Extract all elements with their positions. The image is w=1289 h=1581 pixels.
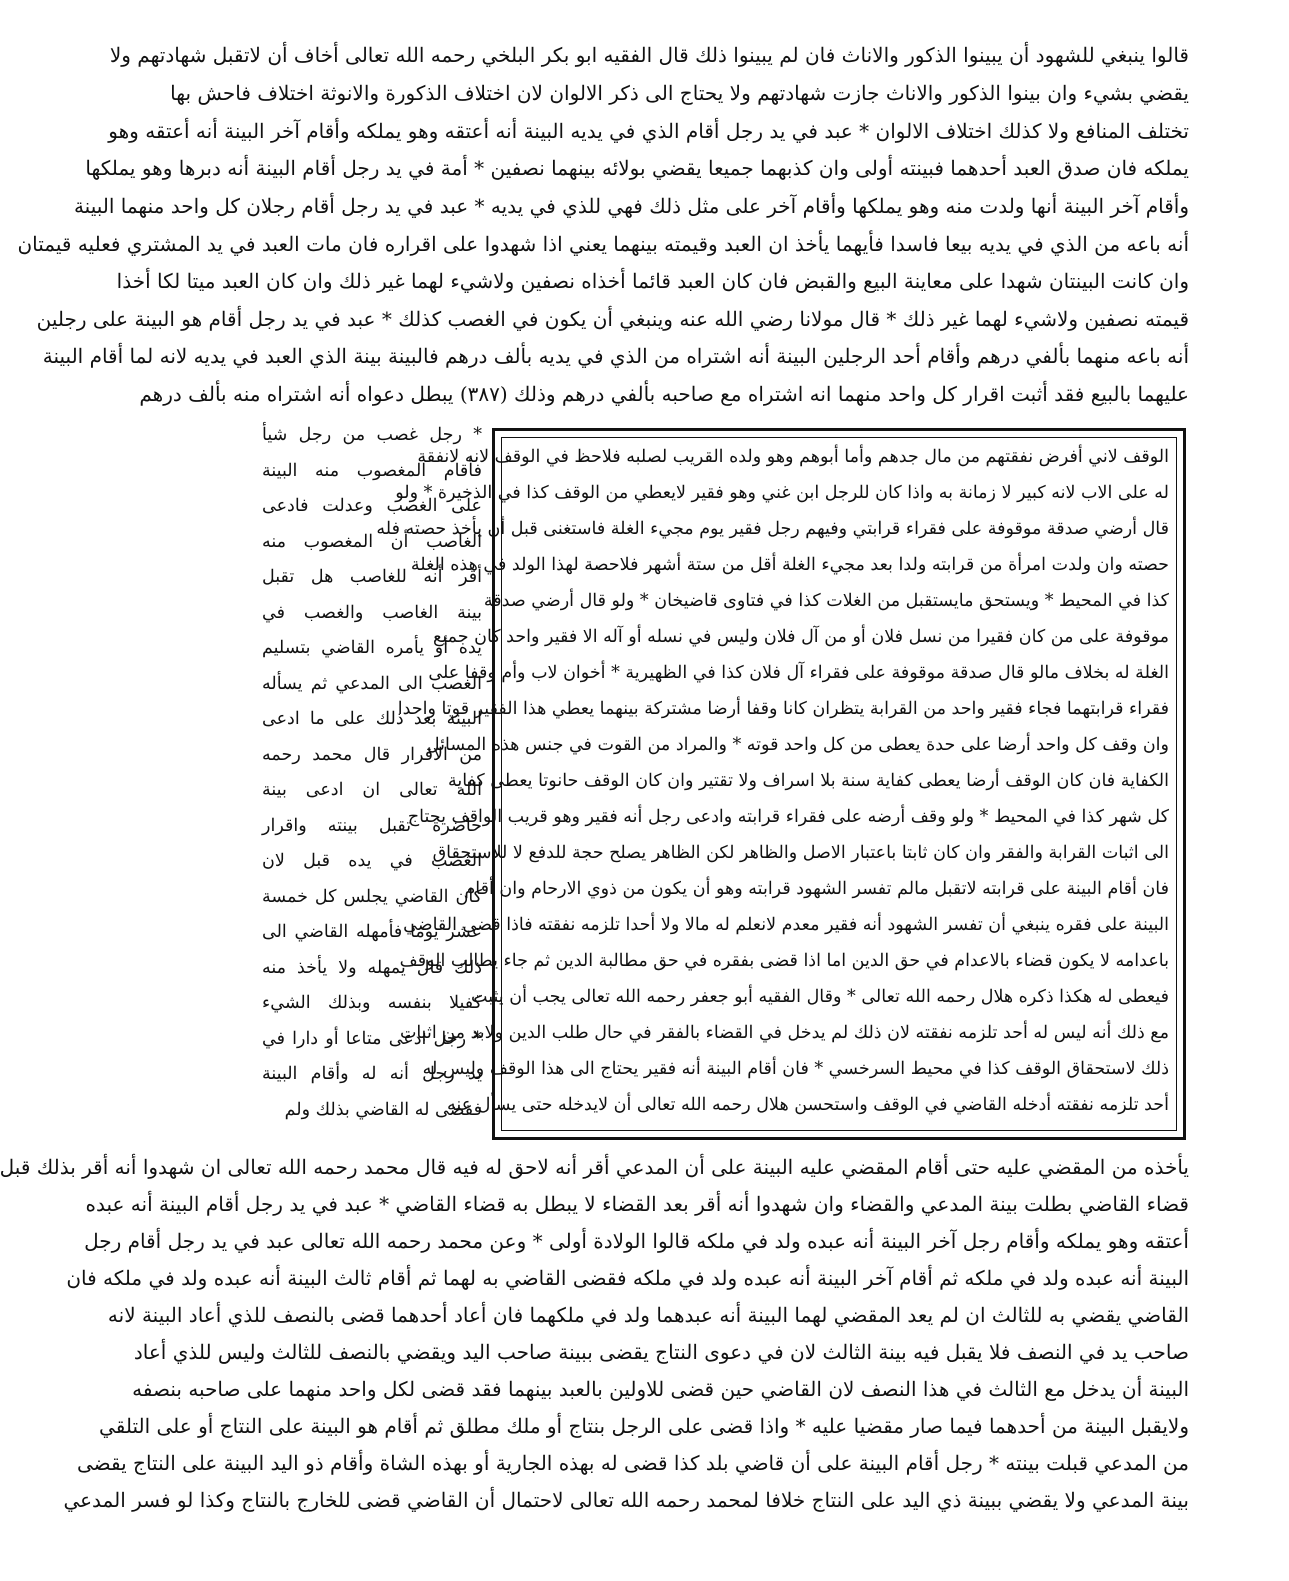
side-text-line: على الغصب وعدلت فادعى bbox=[262, 496, 482, 516]
box-text-line: موقوفة على من كان فقيرا من نسل فلان أو من آل فلان وليس في نسله أو آله الا فقير واحد كان جميع bbox=[433, 627, 1169, 647]
box-text-line: فقراء قرابتهما فجاء فقير واحد من القرابة يتظران كانا وقفا أرضا مشتركة بينهما يعطي هذا الفقير قوتا واحدا bbox=[397, 699, 1169, 719]
side-text-line: الله تعالى ان ادعى بينة bbox=[262, 780, 482, 800]
side-text-line: فأقام المغصوب منه البينة bbox=[262, 461, 482, 481]
side-text-line: عشر يوما فأمهله القاضي الى bbox=[262, 922, 482, 942]
box-text-line: فيعطى له هكذا ذكره هلال رحمه الله تعالى * وقال الفقيه أبو جعفر رحمه الله تعالى يجب أن يثبت bbox=[471, 987, 1169, 1007]
text-line: قضاء القاضي بطلت بينة المدعي والقضاء وان شهدوا أنه أقر بعد القضاء لا يبطل به قضاء القاضي * عبد في يد رجل أقام البينة أنه عبده bbox=[85, 1192, 1189, 1216]
text-line: بينة المدعي ولا يقضي ببينة ذي اليد على النتاج خلافا لمحمد رحمه الله تعالى لاحتمال أن القاضي قضى للخارج بالنتاج وكذا لو فسر المدعي bbox=[63, 1488, 1189, 1512]
side-text-line: أقر أنه للغاصب هل تقبل bbox=[262, 567, 482, 587]
side-text-line: من الاقرار قال محمد رحمه bbox=[262, 745, 482, 765]
box-text-line: كذا في المحيط * ويستحق مايستقبل من الغلات كذا في فتاوى قاضيخان * ولو قال أرضي صدقة bbox=[483, 591, 1169, 611]
box-text-line: له على الاب لانه كبير لا زمانة به واذا كان للرجل ابن غني وهو فقير لايعطي من الوقف كذا في الذخيرة * ولو bbox=[395, 483, 1169, 503]
box-text-line: باعدامه لا يكون قضاء بالاعدام في حق الدين اما اذا قضى بفقره في حق مطالبة الدين ثم جاء يطالب الوقف bbox=[399, 951, 1169, 971]
text-line: ولايقبل البينة من أحدهما فيما صار مقضيا عليه * واذا قضى على الرجل بنتاج أو ملك مطلق ثم أقام هو البينة على النتاج أو على التلقي bbox=[99, 1414, 1189, 1438]
text-line: القاضي يقضي به للثالث ان لم يعد المقضي لهما البينة أنه عبدهما ولد في ملكهما فان أعاد أحدهما قضى بالنصف للذي أعاد البينة لانه bbox=[107, 1303, 1189, 1327]
text-line: وأقام آخر البينة أنها ولدت منه وهو يملكها وأقام آخر على مثل ذلك فهي للذي في يديه * عبد في يد رجل أقام رجلان كل واحد منهما البينة bbox=[73, 194, 1189, 218]
text-line: صاحب يد في النصف فلا يقبل فيه بينة الثالث لان في دعوى النتاج يقضى ببينة صاحب اليد ويقضي بالنصف للثالث وليس للذي أعاد bbox=[133, 1340, 1189, 1364]
box-text-line: الوقف لاني أفرض نفقتهم من مال جدهم وأما أبوهم وهو ولده القريب لصلبه فلاحظ في الوقف لانه لانفقة bbox=[417, 447, 1169, 467]
side-text-line: فقضى له القاضي بذلك ولم bbox=[284, 1100, 482, 1120]
side-text-line: ذلك قال يمهله ولا يأخذ منه bbox=[262, 958, 482, 978]
box-text-line: كل شهر كذا في المحيط * ولو وقف أرضه على فقراء قرابته وادعى رجل أنه فقير وهو قريب الواقف يحتاج bbox=[407, 807, 1169, 827]
box-text-line: فان أقام البينة على قرابته لاتقبل مالم تفسر الشهود قرابته وهو أن يكون من ذوي الارحام وان أقام bbox=[464, 879, 1169, 899]
text-line: يملكه فان صدق العبد أحدهما فبينته أولى وان كذبهما جميعا يقضي بولائه بينهما نصفين * أمة في يد رجل أقام البينة أنه دبرها وهو يملكها bbox=[85, 156, 1189, 180]
text-line-with-page-number: عليهما بالبيع فقد أثبت اقرار كل واحد منهما انه اشتراه مع صاحبه بألفي درهم وذلك (٣٨٧) يبطل دعواه أنه اشتراه منه بألف درهم bbox=[139, 382, 1189, 406]
box-text-line: الى اثبات القرابة والفقر وان كان ثابتا باعتبار الاصل والظاهر لكن الظاهر يصلح حجة للدفع لا للاستحقاق bbox=[432, 843, 1169, 863]
side-text-line: حاضرة تقبل بينته واقرار bbox=[262, 816, 482, 836]
text-line: قالوا ينبغي للشهود أن يبينوا الذكور والاناث فان لم يبينوا ذلك قال الفقيه ابو بكر البلخي رحمه الله تعالى أخاف أن لاتقبل شهادتهم ولا bbox=[109, 43, 1189, 67]
text-line: من المدعي قبلت بينته * رجل أقام البينة على أن قاضي بلد كذا قضى له بهذه الجارية أو بهذه الشاة وأقام ذو اليد البينة على النتاج يقضى bbox=[77, 1451, 1189, 1475]
box-text-line: الكفاية فان كان الوقف أرضا يعطى كفاية سنة بلا اسراف ولا تقتير وان كان الوقف حانوتا يعطى كفاية bbox=[447, 771, 1169, 791]
box-text-line: مع ذلك أنه ليس له أحد تلزمه نفقته لان ذلك لم يدخل في القضاء بالفقر في حال طلب الدين ولابد من اثبات bbox=[399, 1023, 1169, 1043]
text-line: تختلف المنافع ولا كذلك اختلاف الالوان * عبد في يد رجل أقام الذي في يديه البينة أنه أعتقه وهو يملكه وأقام آخر البينة أنه أعتقه وهو bbox=[108, 119, 1189, 143]
text-line: يقضي بشيء وان بينوا الذكور والاناث جازت شهادتهم ولا يحتاج الى ذكر الالوان لان اختلاف الذكورة والانوثة اختلاف فاحش بها bbox=[170, 81, 1189, 105]
box-text-line: البينة على فقره ينبغي أن تفسر الشهود أنه فقير معدم لانعلم له مالا ولا أحدا تلزمه نفقته فاذا قضى القاضي bbox=[403, 915, 1169, 935]
text-line: قيمته نصفين ولاشيء لهما غير ذلك * قال مولانا رضي الله عنه وينبغي أن يكون في الغصب كذلك * عبد في يد رجل أقام هو البينة على رجلين bbox=[36, 307, 1189, 331]
side-text-line: يده أو يأمره القاضي بتسليم bbox=[262, 638, 482, 658]
text-line: البينة أن يدخل مع الثالث في هذا النصف لان القاضي حين قضى للاولين بالعبد بينهما فقد قضى لكل واحد منهما على صاحبه بنصفه bbox=[132, 1377, 1189, 1401]
box-text-line: أحد تلزمه نفقته أدخله القاضي في الوقف واستحسن هلال رحمه الله تعالى أن لايدخله حتى يسأل عنه bbox=[447, 1095, 1169, 1115]
box-text-line: الغلة له بخلاف مالو قال صدقة موقوفة على فقراء آل فلان كذا في الظهيرية * أخوان لاب وأم وقفا على bbox=[428, 663, 1169, 683]
side-text-line: كفيلا بنفسه وبذلك الشيء bbox=[262, 993, 482, 1013]
box-text-line: وان وقف كل واحد أرضا على حدة يعطى من كل واحد قوته * والمراد من القوت في جنس هذه المسائل bbox=[426, 735, 1169, 755]
box-text-line: قال أرضي صدقة موقوفة على فقراء قرابتي وفيهم رجل فقير يوم مجيء الغلة فاستغنى قبل أن يأخذ حصته فله bbox=[376, 519, 1169, 539]
text-line: يأخذه من المقضي عليه حتى أقام المقضي عليه البينة على أن المدعي أقر أنه لاحق له فيه قال محمد رحمه الله تعالى ان شهدوا أنه أقر بذلك قبل bbox=[0, 1155, 1189, 1179]
side-text-line: الغصب الى المدعي ثم يسأله bbox=[262, 674, 482, 694]
text-line: أنه باعه من الذي في يديه بيعا فاسدا فأيهما يأخذ ان العبد وقيمته بينهما يعني اذا شهدوا على اقراره فان مات العبد في يد المشتري فعليه قيمتان bbox=[17, 232, 1189, 256]
box-text-line: ذلك لاستحقاق الوقف كذا في محيط السرخسي * فان أقام البينة أنه فقير يحتاج الى هذا الوقف وليس له bbox=[422, 1059, 1169, 1079]
text-line: البينة أنه عبده ولد في ملكه ثم أقام آخر البينة أنه عبده ولد في ملكه فقضى القاضي به لهما ثم أقام ثالث البينة أنه عبده ولد في ملكه فان bbox=[66, 1266, 1189, 1290]
box-text-line: حصته وان ولدت امرأة من قرابته ولدا بعد مجيء الغلة أقل من ستة أشهر فلاحصة لهذا الولد في هذه الغلة bbox=[410, 555, 1169, 575]
side-text-line: الغاصب أن المغصوب منه bbox=[262, 532, 482, 552]
side-text-line: البينة بعد ذلك على ما ادعى bbox=[262, 709, 482, 729]
text-line: وان كانت البينتان شهدا على معاينة البيع والقبض فان كان العبد قائما أخذاه نصفين ولاشيء لهما غير ذلك وان كان العبد ميتا لكا أخذا bbox=[116, 269, 1189, 293]
text-line: أعتقه وهو يملكه وأقام رجل آخر البينة أنه عبده ولد في ملكه قالوا الولادة أولى * وعن محمد رحمه الله تعالى عبد في يد رجل أقام رجل bbox=[84, 1229, 1189, 1253]
side-text-line: بينة الغاصب والغصب في bbox=[262, 603, 482, 623]
side-text-line: * رجل ادعى متاعا أو دارا في bbox=[262, 1029, 482, 1049]
text-line: أنه باعه منهما بألفي درهم وأقام أحد الرجلين البينة أنه اشتراه من الذي في يديه بألف درهم فالبينة بينة الذي العبد في يديه لانه لما أقام البينة bbox=[42, 344, 1189, 368]
side-text-line: كان القاضي يجلس كل خمسة bbox=[262, 887, 482, 907]
side-text-line: الغصب في يده قبل لان bbox=[262, 851, 482, 871]
side-text-line: * رجل غصب من رجل شيأ bbox=[262, 425, 482, 445]
side-text-line: يد رجل أنه له وأقام البينة bbox=[262, 1064, 482, 1084]
